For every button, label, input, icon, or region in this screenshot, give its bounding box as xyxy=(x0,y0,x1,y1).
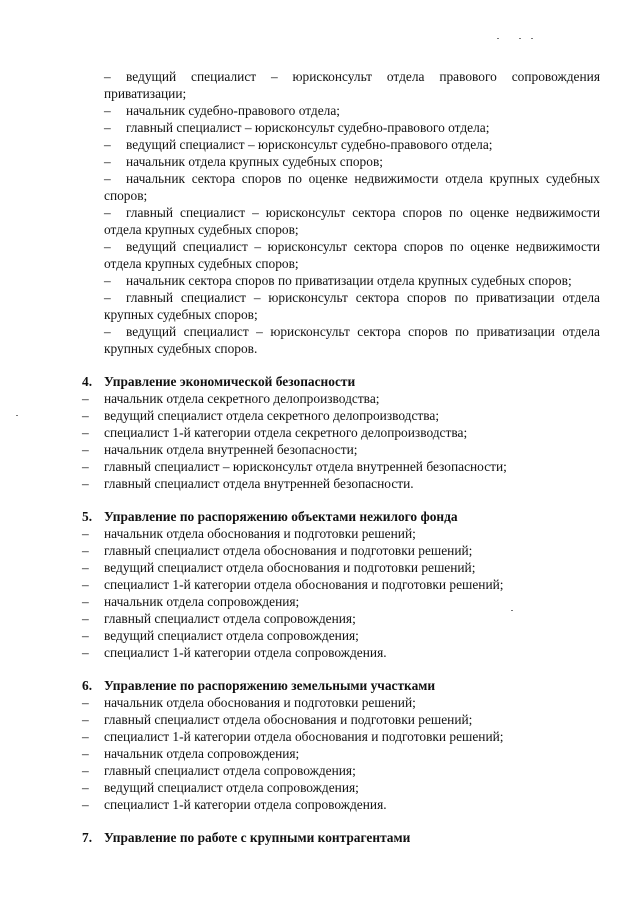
document-body xyxy=(82,68,600,846)
list-dash: – xyxy=(82,476,89,491)
list-item-text: специалист 1-й категории отдела сопровождения. xyxy=(104,645,387,660)
list-item-text: ведущий специалист – юрисконсульт судебно-правового отдела; xyxy=(126,137,493,152)
list-item xyxy=(82,711,600,728)
list-dash: – xyxy=(82,746,89,761)
list-item-text: главный специалист – юрисконсульт сектора споров по приватизации отдела крупных судебных споров; xyxy=(104,290,600,322)
scan-speck xyxy=(497,38,499,39)
list-dash: – xyxy=(82,425,89,440)
list-item xyxy=(104,204,600,238)
list-item xyxy=(104,119,600,136)
list-dash: – xyxy=(82,577,89,592)
list-dash: – xyxy=(82,695,89,710)
list-item-text: главный специалист – юрисконсульт сектора споров по оценке недвижимости отдела крупных судебных споров; xyxy=(104,205,600,237)
list-dash: – xyxy=(104,273,111,288)
list-dash: – xyxy=(104,171,111,186)
list-item xyxy=(82,407,600,424)
list-item xyxy=(82,441,600,458)
list-item-text: ведущий специалист – юрисконсульт отдела правового сопровождения приватизации; xyxy=(104,69,600,101)
list-item-text: начальник сектора споров по оценке недвижимости отдела крупных судебных споров; xyxy=(104,171,600,203)
list-item xyxy=(82,728,600,745)
list-item-text: начальник отдела внутренней безопасности; xyxy=(104,442,358,457)
scan-speck xyxy=(519,38,521,39)
list-item-text: ведущий специалист – юрисконсульт сектора споров по приватизации отдела крупных судебных споров. xyxy=(104,324,600,356)
list-item-text: начальник отдела крупных судебных споров; xyxy=(126,154,383,169)
list-item xyxy=(82,762,600,779)
section-title: Управление по работе с крупными контрагентами xyxy=(104,830,411,845)
list-item-text: начальник отдела обоснования и подготовки решений; xyxy=(104,526,416,541)
list-item-text: ведущий специалист отдела обоснования и подготовки решений; xyxy=(104,560,476,575)
list-item-text: главный специалист – юрисконсульт судебно-правового отдела; xyxy=(126,120,490,135)
list-item xyxy=(82,779,600,796)
list-item-text: специалист 1-й категории отдела секретного делопроизводства; xyxy=(104,425,468,440)
section-number: 6. xyxy=(82,678,93,693)
section-list xyxy=(82,694,600,813)
list-item-text: ведущий специалист отдела секретного делопроизводства; xyxy=(104,408,440,423)
list-item-text: начальник отдела обоснования и подготовки решений; xyxy=(104,695,416,710)
list-item xyxy=(82,542,600,559)
list-item xyxy=(104,272,600,289)
list-dash: – xyxy=(82,729,89,744)
list-item xyxy=(82,458,600,475)
list-dash: – xyxy=(82,526,89,541)
list-dash: – xyxy=(82,797,89,812)
list-item xyxy=(104,323,600,357)
list-item-text: главный специалист отдела сопровождения; xyxy=(104,611,356,626)
list-item xyxy=(82,576,600,593)
section-number: 7. xyxy=(82,830,93,845)
list-dash: – xyxy=(82,391,89,406)
section-list xyxy=(82,390,600,492)
list-item xyxy=(82,475,600,492)
list-dash: – xyxy=(82,459,89,474)
list-item xyxy=(82,644,600,661)
section-title: Управление по распоряжению земельными участками xyxy=(104,678,436,693)
list-item-text: главный специалист отдела обоснования и подготовки решений; xyxy=(104,543,473,558)
list-dash: – xyxy=(82,442,89,457)
list-item-text: специалист 1-й категории отдела сопровождения. xyxy=(104,797,387,812)
list-dash: – xyxy=(104,239,111,254)
list-dash: – xyxy=(82,408,89,423)
list-dash: – xyxy=(104,120,111,135)
list-item xyxy=(82,390,600,407)
list-item xyxy=(104,153,600,170)
list-item-text: ведущий специалист – юрисконсульт сектора споров по оценке недвижимости отдела крупных судебных споров; xyxy=(104,239,600,271)
list-item xyxy=(104,238,600,272)
list-item-text: главный специалист – юрисконсульт отдела внутренней безопасности; xyxy=(104,459,507,474)
list-dash: – xyxy=(82,560,89,575)
scan-speck xyxy=(16,415,18,416)
list-item xyxy=(82,559,600,576)
list-item xyxy=(104,289,600,323)
list-dash: – xyxy=(82,543,89,558)
list-item xyxy=(104,136,600,153)
list-item-text: специалист 1-й категории отдела обоснования и подготовки решений; xyxy=(104,577,504,592)
list-item-text: главный специалист отдела внутренней безопасности. xyxy=(104,476,414,491)
section-title: Управление по распоряжению объектами нежилого фонда xyxy=(104,509,458,524)
list-item xyxy=(82,745,600,762)
list-dash: – xyxy=(104,103,111,118)
list-item-text: начальник судебно-правового отдела; xyxy=(126,103,341,118)
list-item-text: главный специалист отдела обоснования и подготовки решений; xyxy=(104,712,473,727)
section-number: 4. xyxy=(82,374,93,389)
list-dash: – xyxy=(82,594,89,609)
list-item xyxy=(104,170,600,204)
list-dash: – xyxy=(82,780,89,795)
list-item xyxy=(82,627,600,644)
list-item-text: начальник отдела сопровождения; xyxy=(104,594,300,609)
list-dash: – xyxy=(104,290,111,305)
list-dash: – xyxy=(82,611,89,626)
section-list xyxy=(82,525,600,661)
list-item xyxy=(82,694,600,711)
list-item xyxy=(104,68,600,102)
list-item-text: начальник сектора споров по приватизации отдела крупных судебных споров; xyxy=(126,273,572,288)
list-dash: – xyxy=(82,712,89,727)
list-dash: – xyxy=(104,154,111,169)
list-item-text: начальник отдела секретного делопроизводства; xyxy=(104,391,380,406)
list-item xyxy=(82,593,600,610)
list-item-text: ведущий специалист отдела сопровождения; xyxy=(104,780,359,795)
section-heading xyxy=(82,373,578,390)
list-dash: – xyxy=(104,324,111,339)
continued-list xyxy=(104,68,600,357)
list-item-text: ведущий специалист отдела сопровождения; xyxy=(104,628,359,643)
list-dash: – xyxy=(82,645,89,660)
section-title: Управление экономической безопасности xyxy=(104,374,356,389)
list-dash: – xyxy=(82,763,89,778)
list-item xyxy=(82,796,600,813)
list-item-text: начальник отдела сопровождения; xyxy=(104,746,300,761)
list-item-text: специалист 1-й категории отдела обоснования и подготовки решений; xyxy=(104,729,504,744)
list-dash: – xyxy=(104,137,111,152)
section-heading xyxy=(82,829,578,846)
list-item-text: главный специалист отдела сопровождения; xyxy=(104,763,356,778)
list-item xyxy=(104,102,600,119)
list-dash: – xyxy=(104,69,111,84)
list-dash: – xyxy=(82,628,89,643)
list-item xyxy=(82,525,600,542)
list-item xyxy=(82,610,600,627)
section-heading xyxy=(82,677,578,694)
section-heading xyxy=(82,508,578,525)
section-number: 5. xyxy=(82,509,93,524)
list-dash: – xyxy=(104,205,111,220)
list-item xyxy=(82,424,600,441)
scan-speck xyxy=(531,38,533,39)
